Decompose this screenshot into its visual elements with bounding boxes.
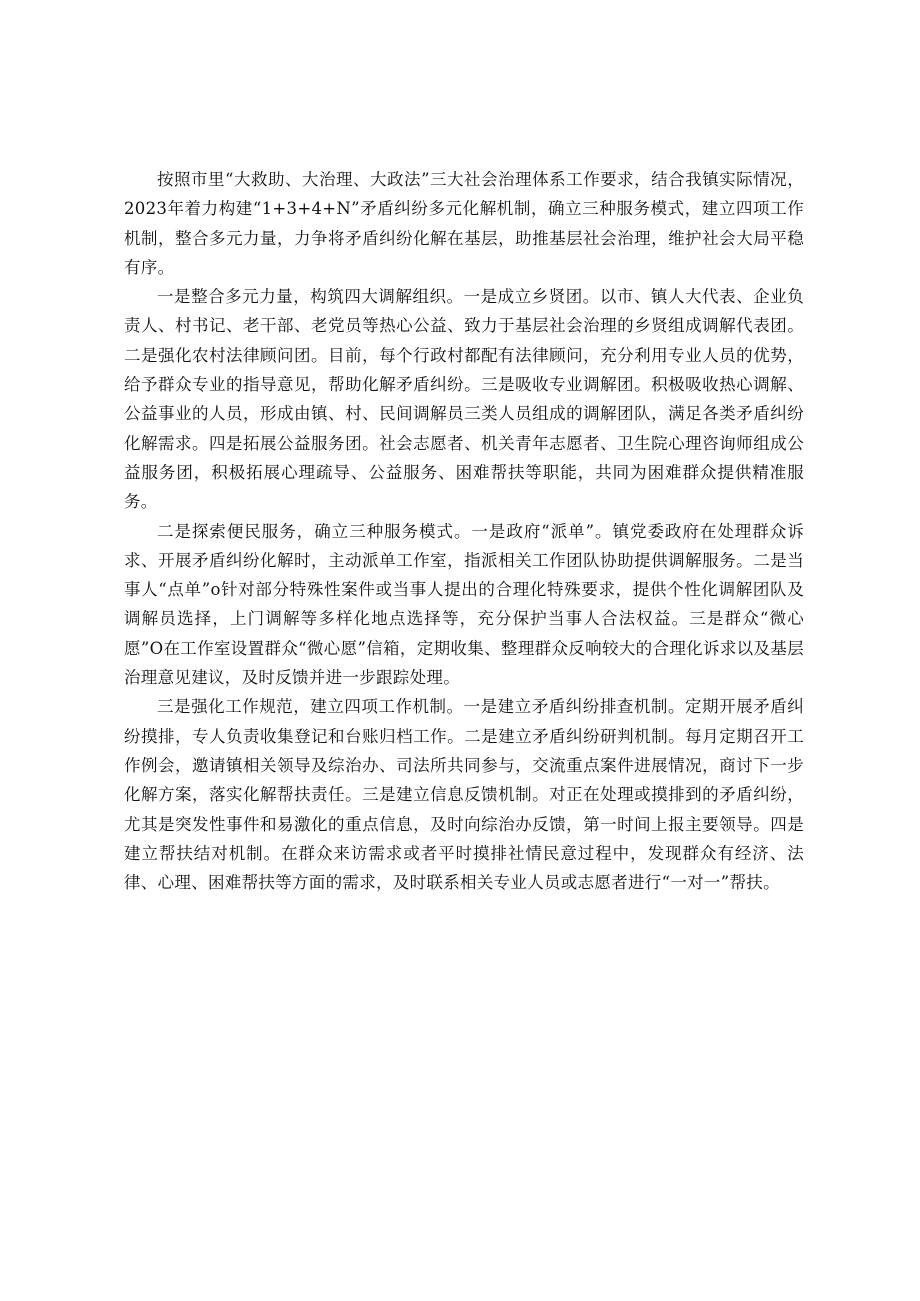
document-body	[124, 165, 804, 897]
section-two-paragraph: 二是探索便民服务，确立三种服务模式。一是政府“派单”。镇党委政府在处理群众诉求、开展矛盾纠纷化解时，主动派单工作室，指派相关工作团队协助提供调解服务。二是当事人“点单”o针对部分特殊性案件或当事人提出的合理化特殊要求，提供个性化调解团队及调解员选择，上门调解等多样化地点选择等，充分保护当事人合法权益。三是群众“微心愿”O在工作室设置群众“微心愿”信箱，定期收集、整理群众反响较大的合理化诉求以及基层治理意见建议，及时反馈并进一步跟踪处理。	[124, 521, 804, 688]
section-three-paragraph: 三是强化工作规范，建立四项工作机制。一是建立矛盾纠纷排查机制。定期开展矛盾纠纷摸排，专人负责收集登记和台账归档工作。二是建立矛盾纠纷研判机制。每月定期召开工作例会，邀请镇相关领导及综治办、司法所共同参与，交流重点案件进展情况，商讨下一步化解方案，落实化解帮扶责任。三是建立信息反馈机制。对正在处理或摸排到的矛盾纠纷，尤其是突发性事件和易激化的重点信息，及时向综治办反馈，第一时间上报主要领导。四是建立帮扶结对机制。在群众来访需求或者平时摸排社情民意过程中，发现群众有经济、法律、心理、困难帮扶等方面的需求，及时联系相关专业人员或志愿者进行“一对一”帮扶。	[124, 697, 804, 893]
intro-paragraph: 按照市里“大救助、大治理、大政法”三大社会治理体系工作要求，结合我镇实际情况，2023年着力构建“1+3+4+N”矛盾纠纷多元化解机制，确立三种服务模式，建立四项工作机制，整合多元力量，力争将矛盾纠纷化解在基层，助推基层社会治理，维护社会大局平稳有序。	[124, 170, 804, 277]
section-one-paragraph: 一是整合多元力量，构筑四大调解组织。一是成立乡贤团。以市、镇人大代表、企业负责人、村书记、老干部、老党员等热心公益、致力于基层社会治理的乡贤组成调解代表团。二是强化农村法律顾问团。目前，每个行政村都配有法律顾问，充分利用专业人员的优势，给予群众专业的指导意见，帮助化解矛盾纠纷。三是吸收专业调解团。积极吸收热心调解、公益事业的人员，形成由镇、村、民间调解员三类人员组成的调解团队，满足各类矛盾纠纷化解需求。四是拓展公益服务团。社会志愿者、机关青年志愿者、卫生院心理咨询师组成公益服务团，积极拓展心理疏导、公益服务、困难帮扶等职能，共同为困难群众提供精准服务。	[124, 287, 804, 512]
